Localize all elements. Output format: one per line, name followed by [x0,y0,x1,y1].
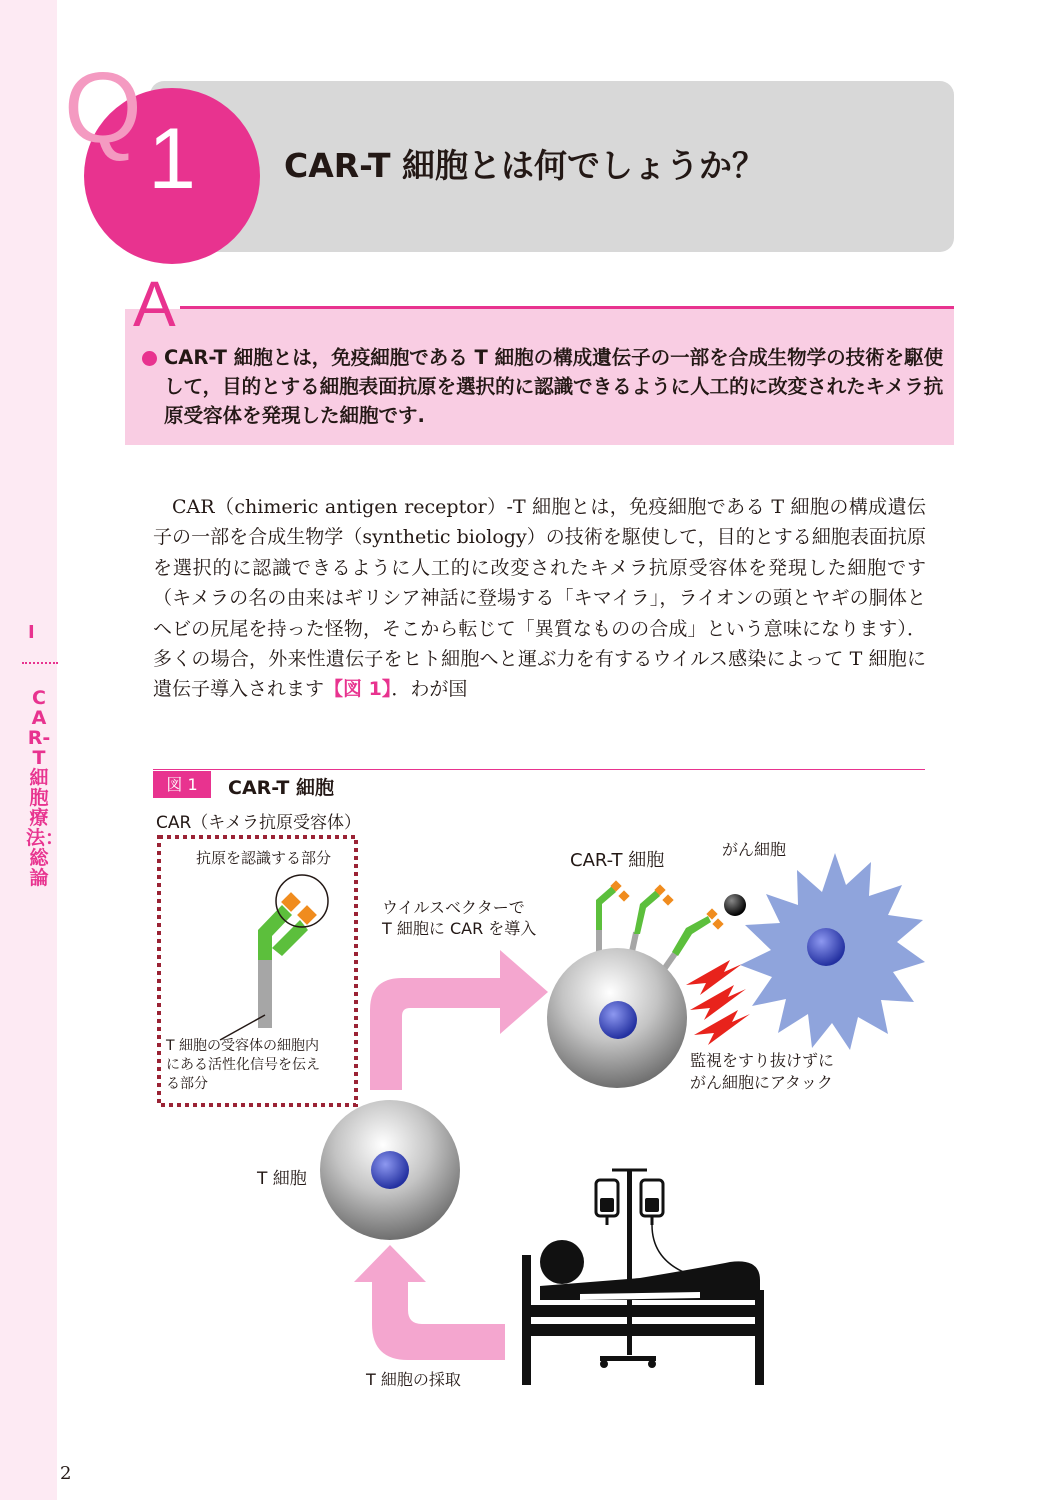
collection-arrow [354,1245,505,1360]
t-cell-label: T 細胞 [257,1169,307,1189]
car-receptor-icon [258,892,317,1028]
attack-lightning-icon [686,960,750,1045]
cancer-nucleus [807,928,845,966]
collection-label: T 細胞の採取 [366,1370,461,1389]
body-text: CAR（chimeric antigen receptor）-T 細胞とは，免疫細胞である T 細胞の構成遺伝子の一部を合成生物学（synthetic biology）の技術を駆使して，目的とする細胞表面抗原を選択的に認識できるように人工的に改変されたキメラ抗原受容体を発現した細胞です（キメラの名の由来はギリシア神話に登場する「キマイラ」，ライオンの頭とヤギの胴体とヘビの尻尾を持った怪物，そこから転じて「異質なものの合成」という意味になります）．多くの場合，外来性遺伝子をヒト細胞へと運ぶ力を有するウイルス感染によって T 細胞に遺伝子導入されます [153,496,926,701]
page-number: 2 [60,1463,72,1484]
patient-bed-icon [522,1170,764,1385]
question-number: 1 [148,111,196,207]
transduction-arrow [370,950,548,1090]
answer-letter: A [133,268,176,340]
attack-label-1: 監視をすり抜けずに [690,1051,835,1070]
attack-label-2: がん細胞にアタック [690,1073,833,1092]
signal-label-3: る部分 [166,1076,208,1092]
car-label: CAR（キメラ抗原受容体） [156,813,361,833]
body-text-tail: ．わが国 [391,678,468,701]
cancer-label: がん細胞 [722,840,787,859]
signal-label-1: T 細胞の受容体の細胞内 [166,1038,320,1054]
part-number: I [28,622,35,643]
antigen-ball [724,894,746,916]
question-text: CAR-T 細胞とは何でしょうか？ [284,146,766,185]
question-letter: Q [64,52,142,164]
answer-text: CAR-T 細胞とは，免疫細胞である T 細胞の構成遺伝子の一部を合成生物学の技術を駆使して，目的とする細胞表面抗原を選択的に認識できるように人工的に改変されたキメラ抗原受容体を発現した細胞です. [164,346,944,427]
vector-label-2: T 細胞に CAR を導入 [382,919,537,938]
antigen-label: 抗原を認識する部分 [196,849,332,867]
signal-label-2: にある活性化信号を伝え [166,1057,320,1073]
t-cell-nucleus [371,1151,409,1189]
figure-reference-link[interactable]: 【図 1】 [324,678,392,701]
figure-title: CAR-T 細胞 [228,777,334,799]
chapter-title: CAR-T細胞療法：総論 [26,687,65,889]
cart-nucleus [599,1001,637,1039]
cart-label: CAR-T 細胞 [570,850,665,871]
vector-label-1: ウイルスベクターで [382,898,525,917]
figure-tag: 図 1 [153,771,211,798]
